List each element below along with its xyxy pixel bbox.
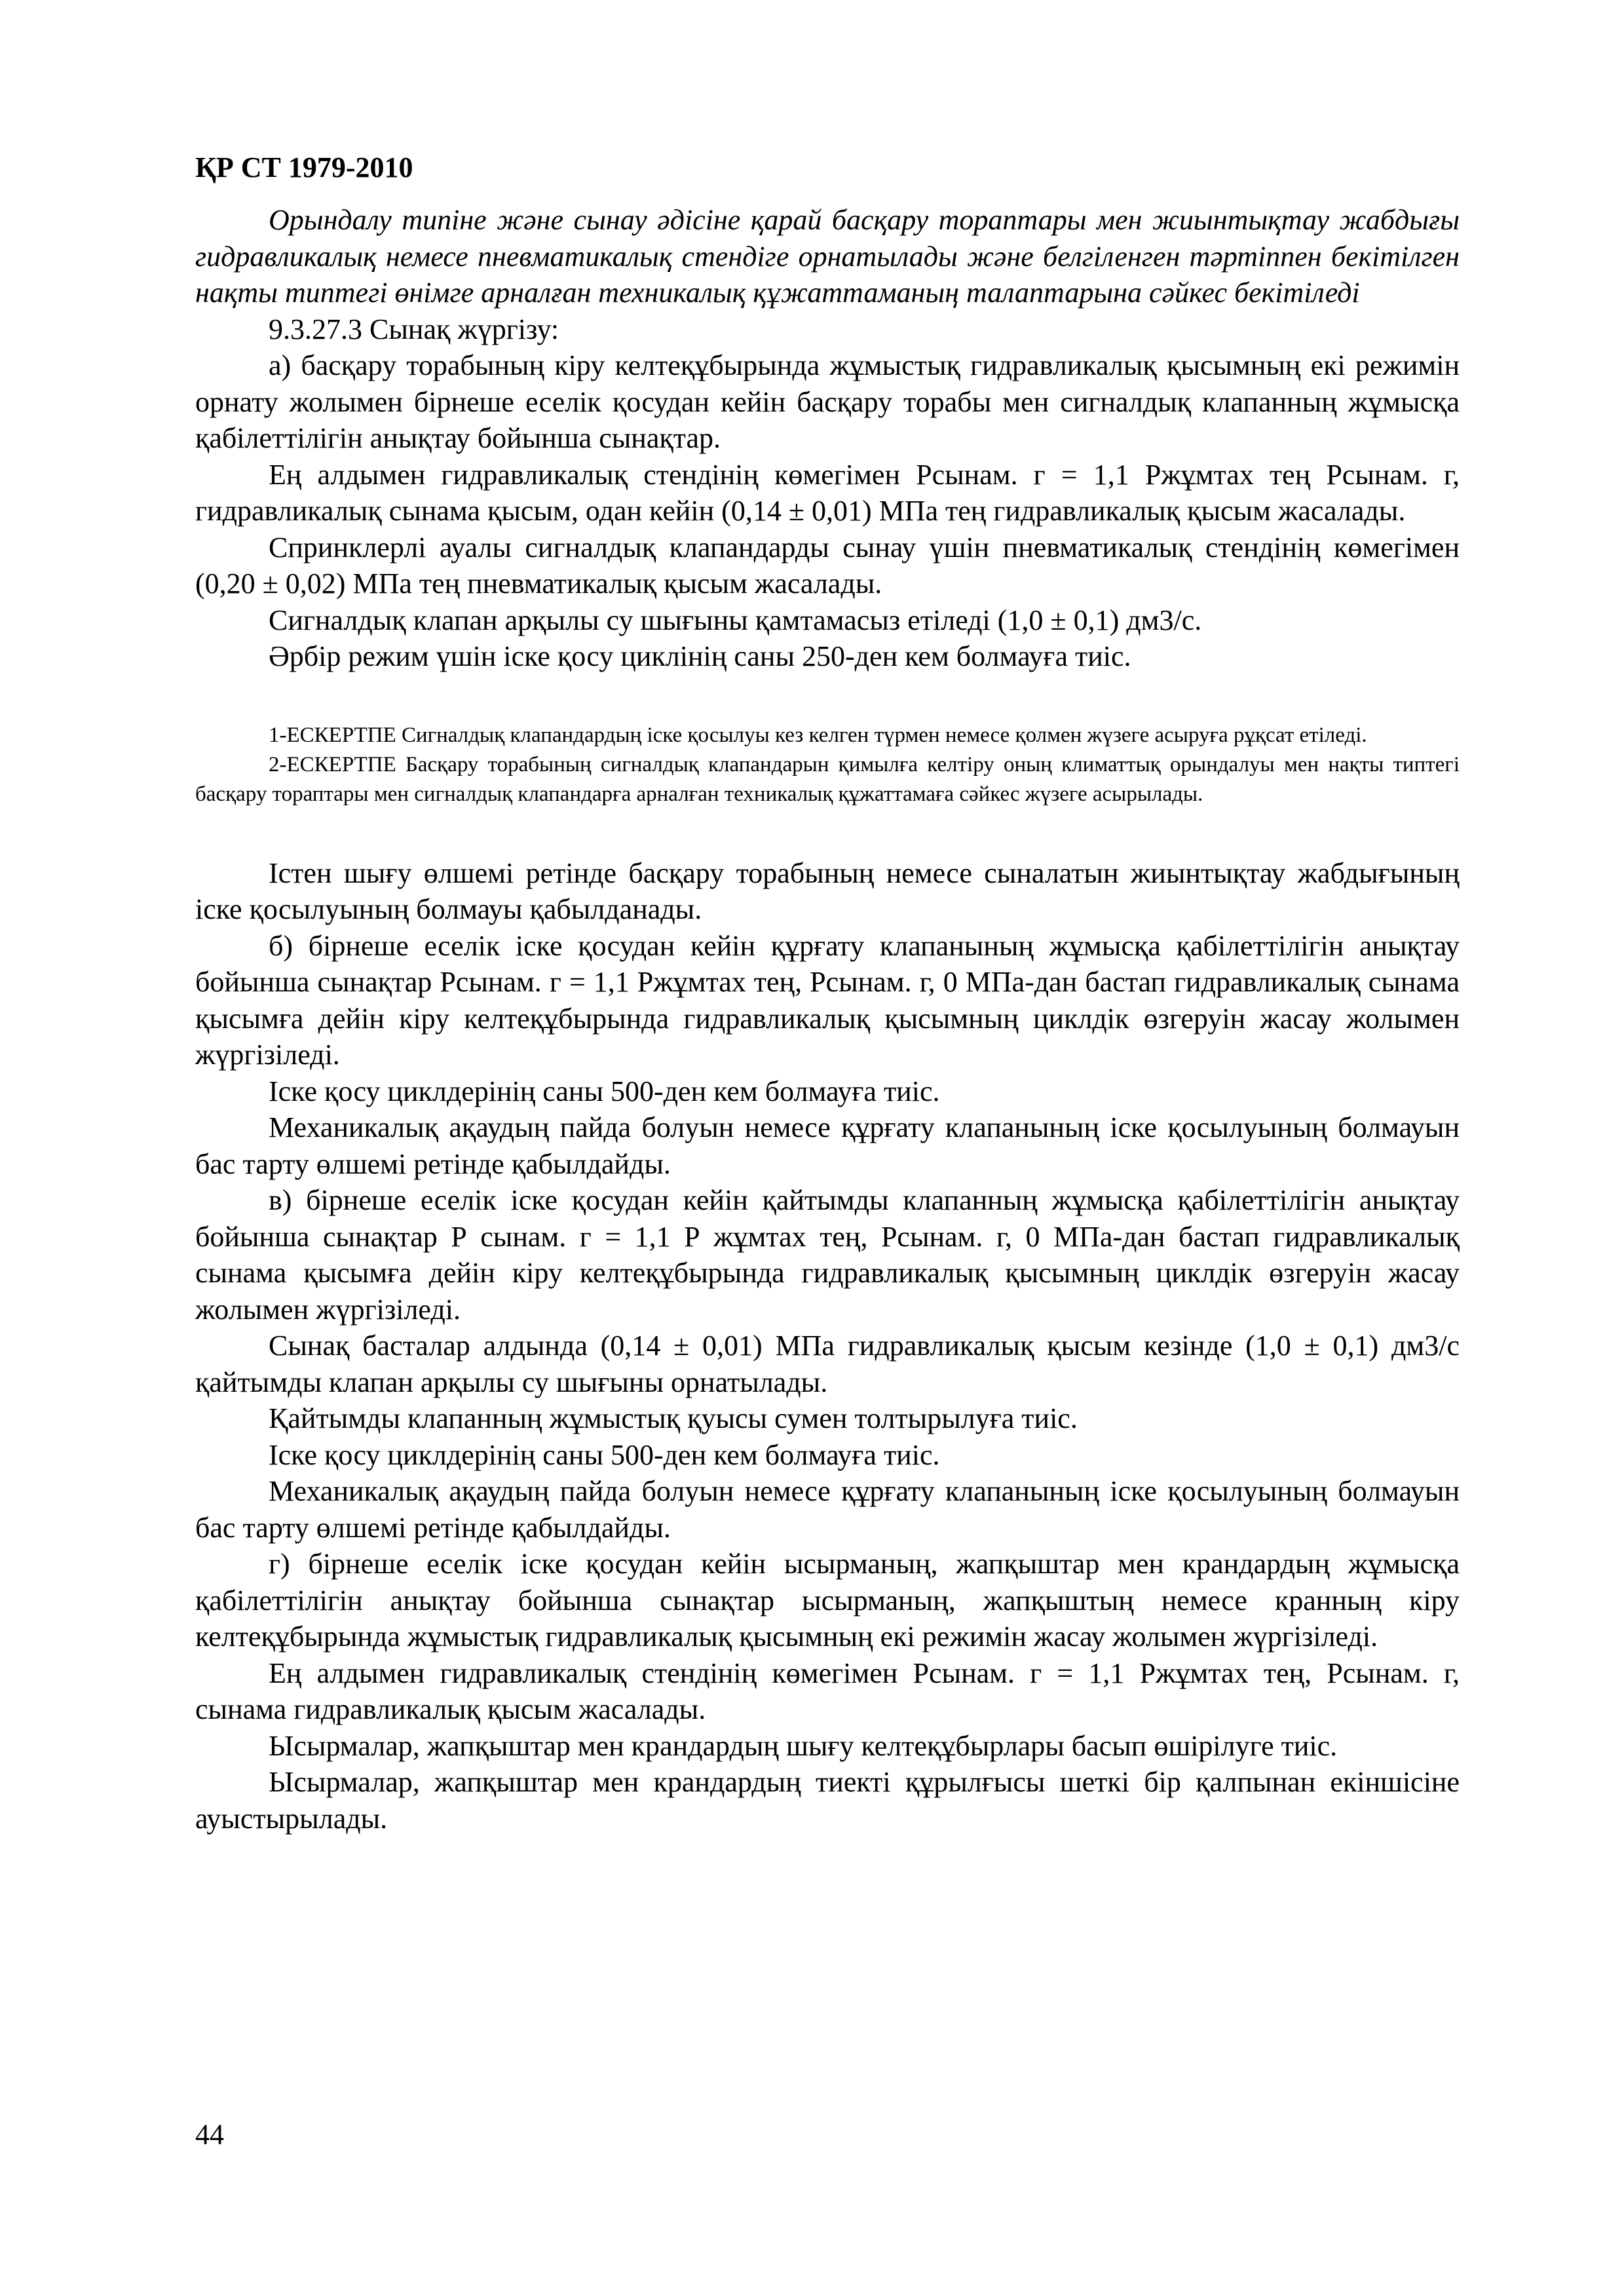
paragraph-rejection-v: Механикалық ақаудың пайда болуын немесе құрғату клапанының іске қосылуының болмауын бас тарту өлшемі ретінде қабылдайды. bbox=[195, 1475, 1460, 1544]
paragraph-cycle-count-500-v: Іске қосу циклдерінің саны 500-ден кем болмауға тиіс. bbox=[269, 1438, 940, 1471]
main-content bbox=[195, 202, 1460, 1837]
standard-code-header: ҚР СТ 1979-2010 bbox=[195, 151, 413, 183]
paragraph-test-g: г) бірнеше еселік іске қосудан кейін ысырманың, жапқыштар мен крандардың жұмысқа қабілеттілігін анықтау бойынша сынақтар ысырманың, жапқыштың немесе кранның кіру келтеқұбырында жұмыстық гидравликалық қысымның екі режимін жасау жолымен жүргізіледі. bbox=[195, 1548, 1460, 1653]
paragraph-test-a: а) басқару торабының кіру келтеқұбырында жұмыстық гидравликалық қысымның екі режимін орнату жолымен бірнеше еселік қосудан кейін басқару торабы мен сигналдық клапанның жұмысқа қабілеттілігін анықтау бойынша сынақтар. bbox=[195, 349, 1460, 454]
paragraph-hydraulic-pressure: Ең алдымен гидравликалық стендінің көмегімен Рсынам. г = 1,1 Ржұмтах тең Рсынам. г, гидравликалық сынама қысым, одан кейін (0,14 ± 0,01) МПа тең гидравликалық қысым жасалады. bbox=[195, 458, 1460, 527]
note-2: 2-ЕСКЕРТПЕ Басқару торабының сигналдық клапандарын қимылға келтіру оның климаттық орындалуы мен нақты типтегі басқару тораптары мен сигналдық клапандарға арналған техникалық құжаттамаға сәйкес жүзеге асырылады. bbox=[195, 752, 1460, 806]
paragraph-shutoff-switch: Ысырмалар, жапқыштар мен крандардың тиекті құрылғысы шеткі бір қалпынан екіншісіне ауыстырылады. bbox=[195, 1766, 1460, 1835]
paragraph-test-pressure-g: Ең алдымен гидравликалық стендінің көмегімен Рсынам. г = 1,1 Ржұмтах тең, Рсынам. г, сынама гидравликалық қысым жасалады. bbox=[195, 1656, 1460, 1725]
paragraph-cycle-count-500-b: Іске қосу циклдерінің саны 500-ден кем болмауға тиіс. bbox=[269, 1075, 940, 1107]
paragraph-test-v: в) бірнеше еселік іске қосудан кейін қайтымды клапанның жұмысқа қабілеттілігін анықтау бойынша сынақтар Р сынам. г = 1,1 Р жұмтах тең, Рсынам. г, 0 МПа-дан бастап гидравликалық сынама қысымға дейін кіру келтеқұбырында гидравликалық қысымның циклдік өзгеруін жасау жолымен жүргізіледі. bbox=[195, 1184, 1460, 1326]
paragraph-outlets-closed: Ысырмалар, жапқыштар мен крандардың шығу келтеқұбырлары басып өшірілуге тиіс. bbox=[269, 1729, 1338, 1762]
paragraph-flow-before-test: Сынақ басталар алдында (0,14 ± 0,01) МПа гидравликалық қысым кезінде (1,0 ± 0,1) дм3/с қайтымды клапан арқылы су шығыны орнатылады. bbox=[195, 1330, 1460, 1398]
paragraph-rejection-b: Механикалық ақаудың пайда болуын немесе құрғату клапанының іске қосылуының болмауын бас тарту өлшемі ретінде қабылдайды. bbox=[195, 1111, 1460, 1180]
note-1: 1-ЕСКЕРТПЕ Сигналдық клапандардың іске қосылуы кез келген түрмен немесе қолмен жүзеге асыруға рұқсат етіледі. bbox=[269, 723, 1367, 747]
paragraph-cycle-count-250: Әрбір режим үшін іске қосу циклінің саны 250-ден кем болмауға тиіс. bbox=[269, 640, 1131, 672]
paragraph-installation: Орындалу типіне және сынау әдісіне қарай басқару тораптары мен жиынтықтау жабдығы гидравликалық немесе пневматикалық стендіге орнатылады және белгіленген тәртіппен бекітілген нақты типтегі өнімге арналған техникалық құжаттаманың талаптарына сәйкес бекітіледі bbox=[195, 204, 1460, 309]
section-heading-9-3-27-3: 9.3.27.3 Сынақ жүргізу: bbox=[269, 313, 559, 345]
page-number: 44 bbox=[195, 2118, 224, 2151]
paragraph-pneumatic-pressure: Спринклерлі ауалы сигналдық клапандарды сынау үшін пневматикалық стендінің көмегімен (0,20 ± 0,02) МПа тең пневматикалық қысым жасалады. bbox=[195, 531, 1460, 600]
notes-block bbox=[195, 721, 1460, 809]
paragraph-test-b: б) бірнеше еселік іске қосудан кейін құрғату клапанының жұмысқа қабілеттілігін анықтау бойынша сынақтар Рсынам. г = 1,1 Ржұмтах тең, Рсынам. г, 0 МПа-дан бастап гидравликалық сынама қысымға дейін кіру келтеқұбырында гидравликалық қысымның циклдік өзгеруін жасау жолымен жүргізіледі. bbox=[195, 929, 1460, 1071]
paragraph-failure-criterion: Істен шығу өлшемі ретінде басқару торабының немесе сыналатын жиынтықтау жабдығының іске қосылуының болмауы қабылданады. bbox=[195, 856, 1460, 925]
paragraph-water-flow: Сигналдық клапан арқылы су шығыны қамтамасыз етіледі (1,0 ± 0,1) дм3/с. bbox=[269, 603, 1202, 636]
paragraph-cavity-filled: Қайтымды клапанның жұмыстық қуысы сумен толтырылуға тиіс. bbox=[269, 1402, 1078, 1434]
